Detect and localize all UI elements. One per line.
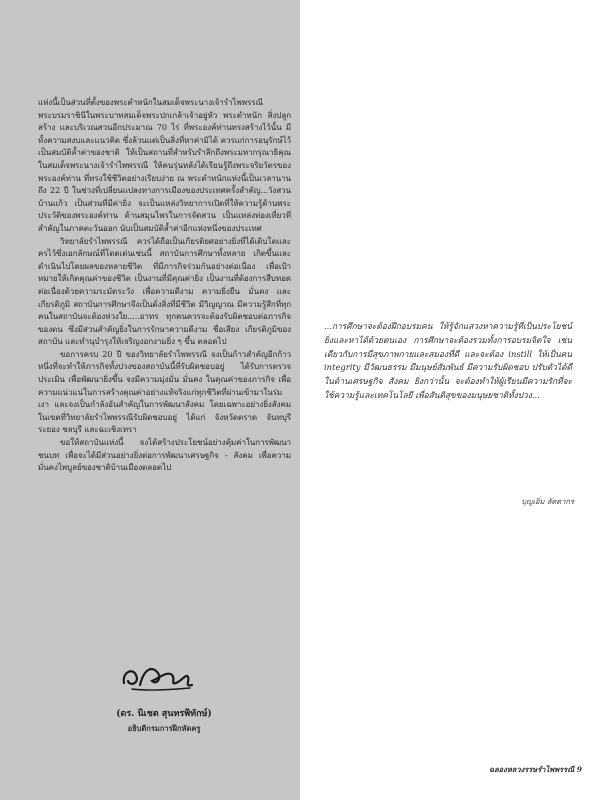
- signer-name: (ดร. นิเชต สุนทรพิทักษ์): [116, 709, 212, 719]
- quote-author: บุญเอิ่ม ลัดดากร: [521, 497, 574, 506]
- handwritten-signature: [118, 655, 198, 695]
- letter-paragraph-1: แห่งนี้เป็นส่วนที่ตั้งของพระตำหนักในสมเด็จพระนางเจ้ารำไพพรรณี พระบรมราชินีในพระบาทสมเด็จพระปกเกล้าเจ้าอยู่หัว พระตำหนัก สิ่งปลูกสร้าง และบริเวณสวนอีกประมาณ 70 ไร่ ที่พระองค์ท่านทรงสร้างไว้นั้น มีทั้งความสงบและแนวคิด ซึ่งล้วนแต่เป็นสิ่งที่หาค่ามิได้ ควรแก่การอนุรักษ์ไว้เป็นสมบัติล้ำค่าของชาติ ให้เป็นสถานที่สำหรับรำลึกถึงพระมหากรุณาธิคุณในสมเด็จพระนางเจ้ารำไพพรรณี ให้คนรุ่นหลังได้เรียนรู้ถึงพระจริยวัตรของพระองค์ท่าน ที่ทรงใช้ชีวิตอย่างเรียบง่าย ณ พระตำหนักแห่งนี้เป็นเวลานานถึง 22 ปี ในช่วงที่เปลี่ยนแปลงทางการเมืองของประเทศครั้งสำคัญ...วังสวนบ้านแก้ว เป็นส่วนที่มีค่ายิ่ง จะเป็นแหล่งวิทยาการเปิดที่ให้ความรู้ด้านพระประวัติของพระองค์ท่าน ด้านสมุนไพรในการจัดสวน เป็นแหล่งท่องเที่ยวที่สำคัญในภาคตะวันออก นับเป็นสมบัติล้ำค่าอีกแห่งหนึ่งของประเทศ: [38, 97, 291, 233]
- education-quote: ...การศึกษาจะต้องฝึกอบรมคน ให้รู้จักแสวงหาความรู้ที่เป็นประโยชน์ยิ่งและหาได้ด้วยตนเอง การศึกษาจะต้องรวมทั้งการอบรมจิตใจ เช่นเดียวกับการมีสุขภาพกายและสมองที่ดี และจะต้อง instill ให้เป็นคน integrity มีวัฒนธรรม มีมนุษย์สัมพันธ์ มีความรับผิดชอบ ปรับตัวได้ดีในด้านเศรษฐกิจ สังคม ยิ่งกว่านั้น จะต้องทำให้ผู้เรียนมีความรักที่จะใช้ความรู้และเทคโนโลยี เพื่อสันติสุขของมนุษยชาติทั้งปวง...: [324, 321, 572, 400]
- page-footer: ฉลองหลวงรรษรำไพพรรณี 9: [488, 765, 582, 774]
- main-letter-text: [38, 96, 291, 474]
- letter-paragraph-3: ขอการครบ 20 ปี ของวิทยาลัยรำไพพรรณี จงเป็นก้าวสำคัญอีกก้าวหนึ่งที่จะทำให้ภารกิจทั้งปวงของสถาบันนี้ที่รับผิดชอบอยู่ ได้รับการตรวจ ประเมิน เพื่อพัฒนายิ่งขึ้น จงมีความมุ่งมั่น มั่นคง ในคุณค่าของภารกิจ เพื่อความแน่วแน่ในการสร้างคุณค่าอย่างแท้จริงแก่ทุกชีวิตที่ผ่านเข้ามาในร่มเงา และจงเป็นกำลังอันสำคัญในการพัฒนาสังคม โดยเฉพาะอย่างยิ่งสังคมในเขตที่วิทยาลัยรำไพพรรณีรับผิดชอบอยู่ ได้แก่ จังหวัดตราด จันทบุรี ระยอง ชลบุรี และฉะเชิงเทรา: [38, 348, 291, 435]
- signer-title: อธิบดีกรมการฝึกหัดครู: [127, 724, 201, 733]
- letter-paragraph-2: วิทยาลัยรำไพพรรณี ควรได้ถือเป็นเกียรติยศอย่างยิ่งที่ได้เติบโตและครไว้ซึ่งเอกลักษณ์ที่โดดเด่นเช่นนี้ สถาบันการศึกษาทั้งหลาย เกิดขึ้นและดำเนินไปโดยผลของหลายชีวิต ที่มีภารกิจร่วมกันอย่างต่อเนื่อง เพื่อเป้าหมายให้เกิดคุณค่าของชีวิต เป็นงานที่มีคุณค่ายิ่ง เป็นงานที่ต้องการสืบทอด ต่อเนื่องด้วยความระมัดระวัง เพื่อความดีงาม ความยิ่งยืน มั่นคง และเกียรติภูมิ สถาบันการศึกษาจึงเป็นดั่งสิ่งที่มีชีวิต มีวิญญาณ มีความรู้สึกที่ทุกคนในสถาบันจะต้องห่วงใย.....อาทร ทุกคนควรจะต้องรับผิดชอบต่อภารกิจของตน ซึ่งมีส่วนสำคัญยิ่งในการรักษาความดีงาม ชื่อเสียง เกียรติภูมิของสถาบัน และทำนุบำรุงให้เจริญงอกงามยิ่ง ๆ ขึ้น ตลอดไป: [38, 235, 291, 347]
- letter-paragraph-4: ขอให้สถาบันแห่งนี้ จงได้สร้างประโยชน์อย่างคุ้มค่าในการพัฒนาชนบท เพื่อจะได้มีส่วนอย่างยิ่งต่อการพัฒนาเศรษฐกิจ - สังคม เพื่อความมั่นคงไพบูลย์ของชาติบ้านเมืองตลอดไป: [38, 437, 291, 473]
